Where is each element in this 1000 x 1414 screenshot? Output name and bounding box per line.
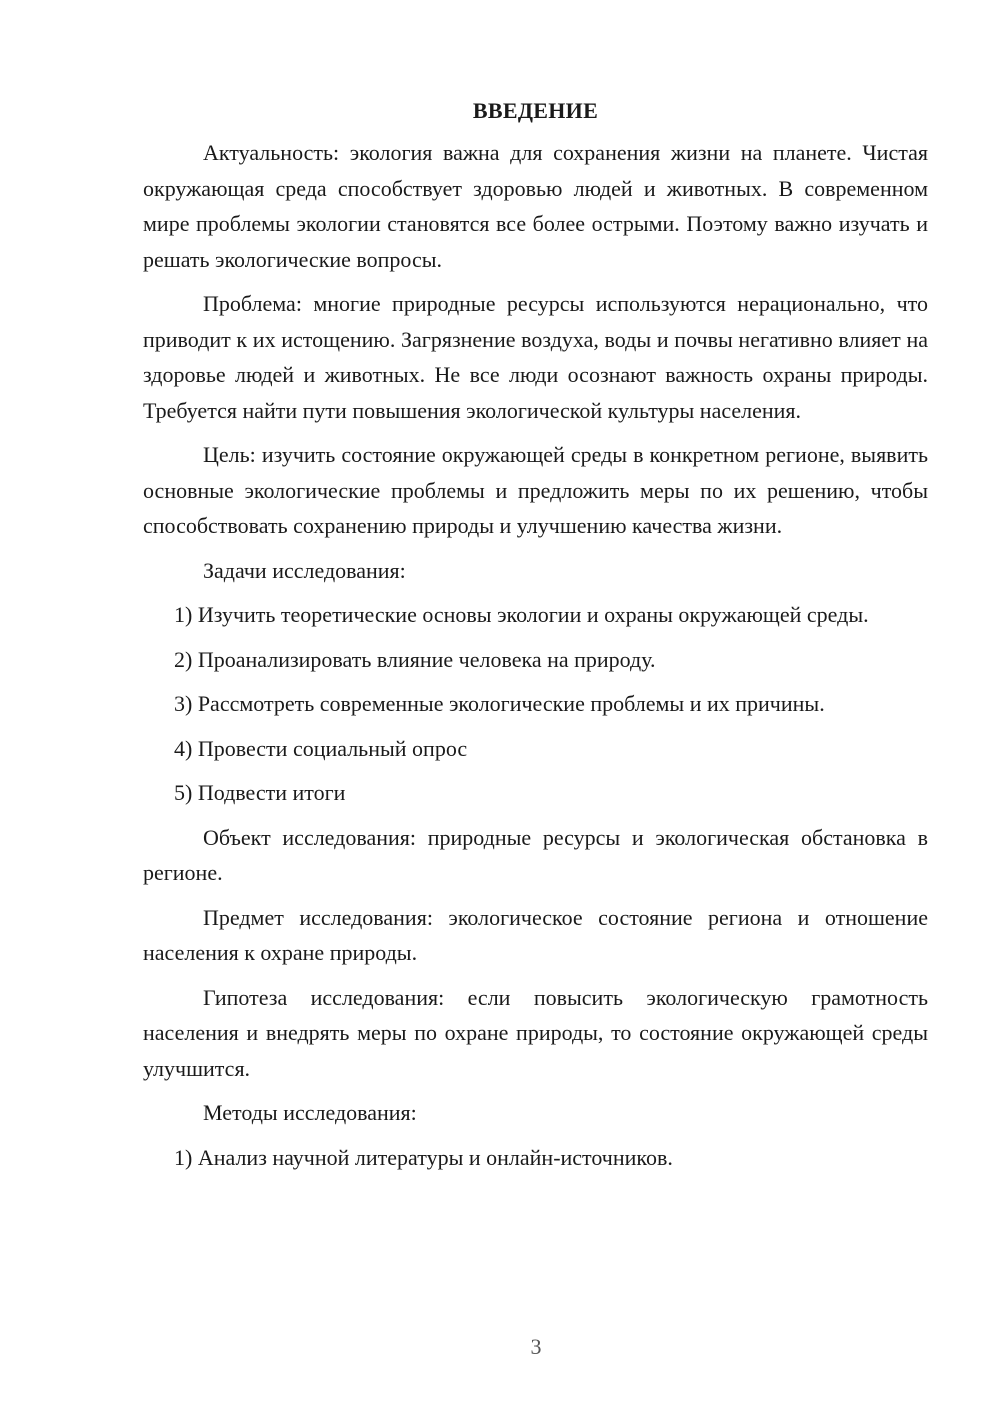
problem-paragraph: Проблема: многие природные ресурсы используются нерационально, что приводит к их истощению. Загрязнение воздуха, воды и почвы негативно влияет на здоровье людей и животных. Не все люди осознают важность охраны природы. Требуется найти пути повышения экологической культуры населения. [143, 291, 928, 423]
object-paragraph: Объект исследования: природные ресурсы и экологическая обстановка в регионе. [143, 824, 928, 885]
task-item-2: 2) Проанализировать влияние человека на природу. [174, 646, 656, 672]
task-item-4: 4) Провести социальный опрос [174, 735, 468, 761]
page-number: 3 [530, 1334, 542, 1359]
hypothesis-paragraph: Гипотеза исследования: если повысить экологическую грамотность населения и внедрять меры по охране природы, то состояние окружающей среды улучшится. [143, 984, 928, 1081]
page-title: ВВЕДЕНИЕ [472, 98, 599, 123]
task-item-1: 1) Изучить теоретические основы экологии и охраны окружающей среды. [174, 602, 869, 627]
goal-paragraph: Цель: изучить состояние окружающей среды в конкретном регионе, выявить основные экологические проблемы и предложить меры по их решению, чтобы способствовать сохранению природы и улучшению качества жизни. [143, 442, 928, 538]
methods-heading: Методы исследования: [203, 1100, 417, 1125]
method-item-1: 1) Анализ научной литературы и онлайн-источников. [174, 1144, 673, 1170]
task-item-3: 3) Рассмотреть современные экологические проблемы и их причины. [174, 691, 825, 716]
page-content [143, 93, 928, 1175]
task-item-5: 5) Подвести итоги [174, 780, 346, 805]
subject-paragraph: Предмет исследования: экологическое состояние региона и отношение населения к охране природы. [143, 904, 928, 965]
relevance-paragraph: Актуальность: экология важна для сохранения жизни на планете. Чистая окружающая среда способствует здоровью людей и животных. В современном мире проблемы экологии становятся все более острыми. Поэтому важно изучать и решать экологические вопросы. [143, 140, 928, 272]
tasks-heading: Задачи исследования: [203, 557, 406, 583]
